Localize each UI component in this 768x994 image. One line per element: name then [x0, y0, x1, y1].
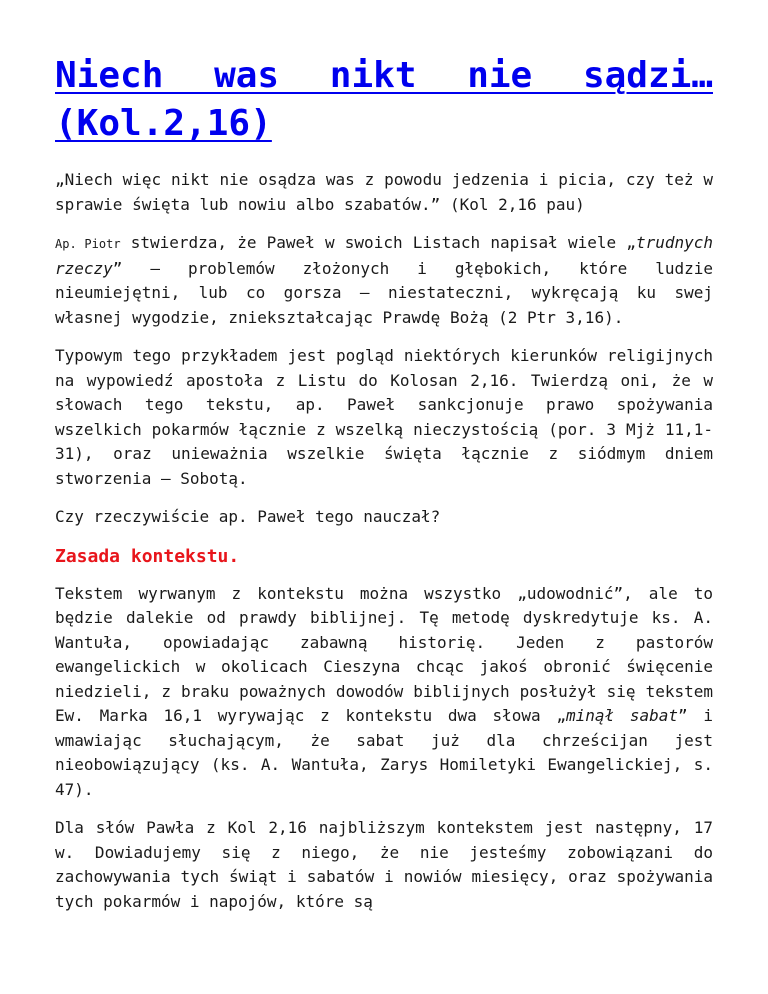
- paragraph-context-text-b: ” i wmawiając słuchającym, że sabat już dla chrześcijan jest nieobowiązujący (ks. A. Wantuła, Zarys Homiletyki Ewangelickiej, s. 47).: [55, 706, 714, 799]
- paragraph-question: Czy rzeczywiście ap. Paweł tego nauczał?: [55, 507, 441, 526]
- article-title-link[interactable]: Niech was nikt nie sądzi… (Kol.2,16): [55, 55, 713, 144]
- paragraph-peter: [55, 231, 713, 330]
- section-heading-context: Zasada kontekstu.: [55, 545, 240, 567]
- paragraph-context-italic: minął sabat: [565, 706, 679, 725]
- paragraph-peter-text-a: stwierdza, że Paweł w swoich Listach napisał wiele „: [120, 233, 636, 252]
- paragraph-nearest-context: Dla słów Pawła z Kol 2,16 najbliższym kontekstem jest następny, 17 w. Dowiadujemy się z niego, że nie jesteśmy zobowiązani do zachowywania tych świąt i sabatów i nowiów miesięcy, oraz spożywania tych pokarmów i napojów, które są: [55, 818, 713, 911]
- paragraph-context-rule: [55, 582, 713, 803]
- opening-quote: „Niech więc nikt nie osądza was z powodu jedzenia i picia, czy też w sprawie święta lub nowiu albo szabatów.” (Kol 2,16 pau): [55, 170, 713, 214]
- paragraph-context-text-a: Tekstem wyrwanym z kontekstu można wszystko „udowodnić”, ale to będzie dalekie od prawdy biblijnej. Tę metodę dyskredytuje ks. A. Wantuła, opowiadając zabawną historię. Jeden z pastorów ewangelickich w okolicach Cieszyna chcąc jakoś obronić święcenie niedzieli, z braku poważnych dowodów biblijnych posłużył się tekstem Ew. Marka 16,1 wyrywając z kontekstu dwa słowa „: [55, 583, 713, 725]
- paragraph-peter-prefix: Ap. Piotr: [55, 237, 121, 251]
- paragraph-typical-example: Typowym tego przykładem jest pogląd niektórych kierunków religijnych na wypowiedź apostoła z Listu do Kolosan 2,16. Twierdzą oni, że w słowach tego tekstu, ap. Paweł sankcjonuje prawo spożywania wszelkich pokarmów łącznie z wszelką nieczystością (por. 3 Mjż 11,1-31), oraz unieważnia wszelkie święta łącznie z siódmym dniem stworzenia – Sobotą.: [55, 346, 713, 488]
- article-title: [55, 52, 713, 148]
- paragraph-peter-italic: trudnych rzeczy: [55, 233, 713, 278]
- paragraph-peter-text-b: ” – problemów złożonych i głębokich, które ludzie nieumiejętni, lub co gorsza – niestateczni, wykręcają ku swej własnej wygodzie, zniekształcając Prawdę Bożą (2 Ptr 3,16).: [55, 258, 713, 327]
